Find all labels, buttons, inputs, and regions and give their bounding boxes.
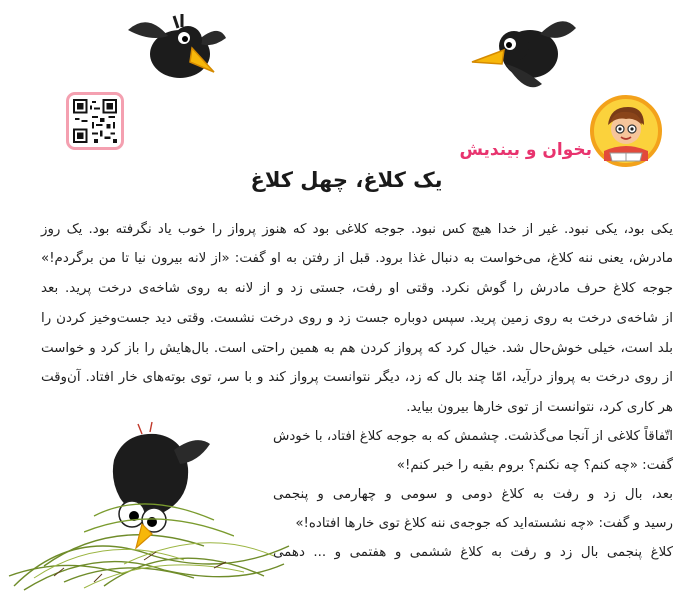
story-line: بلد است، خیلی خوش‌حال شد. خیال کرد که پرواز کردن هم به همین راحتی است. بال‌هایش را باز کرد و خواست [41,341,673,356]
crow-icon [118,2,230,98]
story-line: گفت: «چه کنم؟ چه نکنم؟ بروم بقیه را خبر کنم!» [396,458,673,473]
crow-icon [466,4,578,100]
story-title: یک کلاغ، چهل کلاغ [250,168,443,192]
story-line: از روی درخت به پرواز درآید، امّا چند بال که زد، دیگر نتوانست پرواز کند و با سر، توی بوته‌های خار افتاد. آن‌وقت [41,370,673,385]
section-label: بخوان و بیندیش [459,140,592,160]
story-line: رسید و گفت: «چه نشسته‌اید که جوجه‌ی ننه کلاغ توی خارها افتاده!» [295,516,673,531]
story-line: اتّفاقاً کلاغی از آنجا می‌گذشت. چشمش که به جوجه کلاغ افتاد، با خودش [273,429,673,444]
story-line: هر کاری کرد، نتوانست از توی خارها بیرون بیاید. [406,400,673,415]
story-line: جوجه کلاغ حرف مادرش را گوش نکرد. وقتی او رفت، جستی زد و از لانه به روی شاخه‌ی درخت پرید. بعد [41,281,673,296]
story-line: کلاغ پنجمی بال زد و رفت به کلاغ ششمی و هفتمی و ... دهمی [273,545,673,560]
story-line: از شاخه‌ی درخت به روی زمین پرید. سپس دوباره جست زد و روی درخت نشست. وقتی دید جست‌وخیز کردن را [41,311,673,326]
story-line: بعد، بال زد و رفت به کلاغ دومی و سومی و چهارمی و پنجمی [273,487,673,502]
story-line: مادرش، یعنی ننه کلاغ، می‌خواست به دنبال غذا برود. قبل از رفتن به او گفت: «از لانه بیرون نیا تا من برگردم!» [41,251,673,266]
crow-in-bush-icon [84,420,234,550]
qr-code-icon[interactable] [66,92,124,150]
reading-boy-icon [590,95,662,167]
story-line: یکی بود، یکی نبود. غیر از خدا هیچ کس نبود. جوجه کلاغی بود که هنوز پرواز را خوب یاد نگرفته بود. یک روز [41,222,673,237]
